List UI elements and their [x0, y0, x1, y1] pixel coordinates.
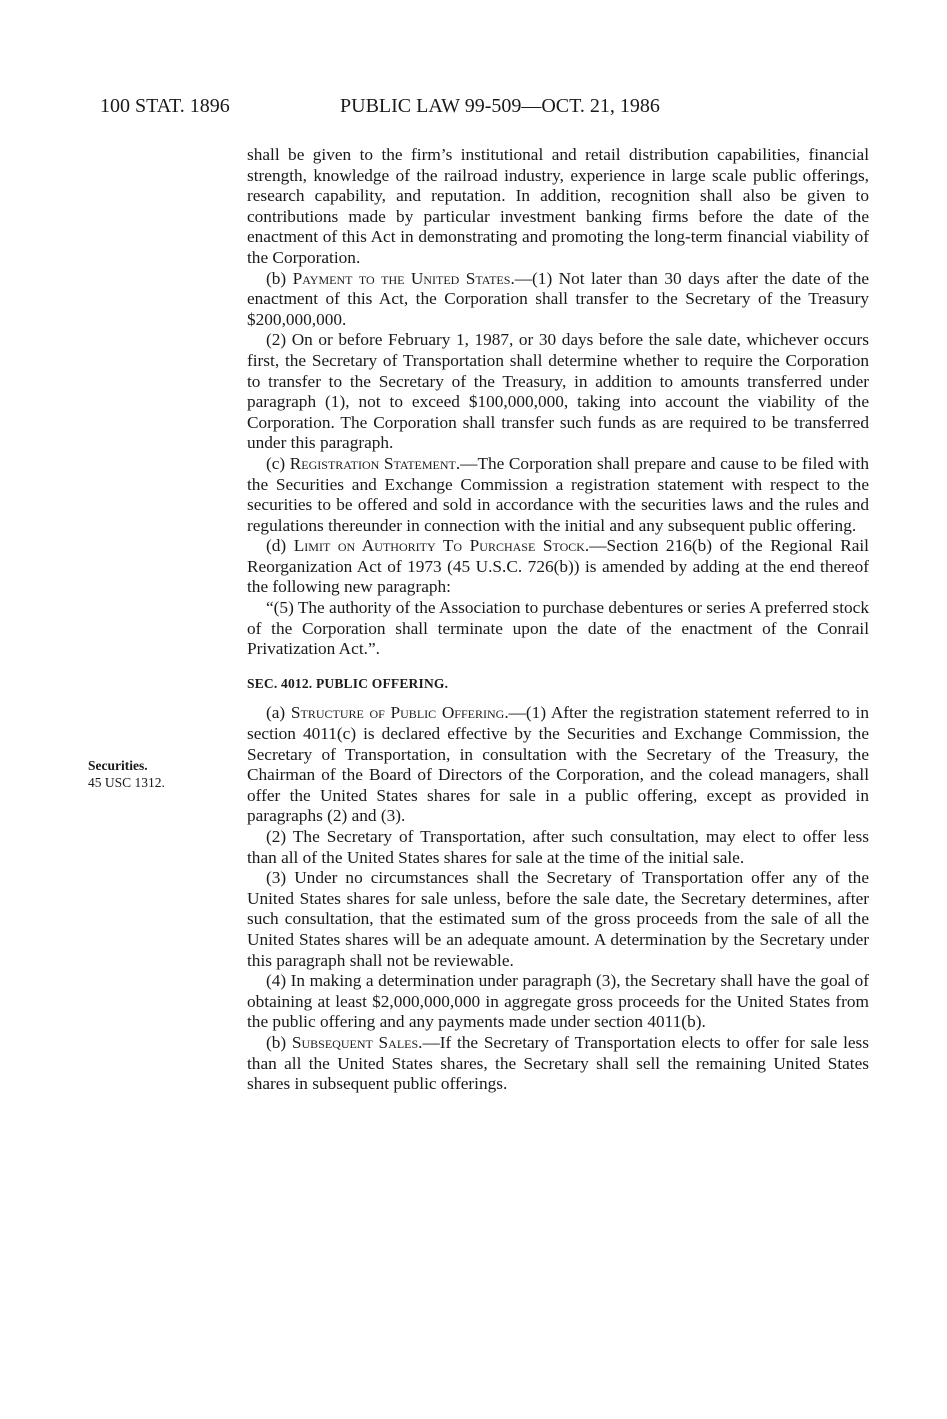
- stat-page-number: 100 STAT. 1896: [100, 95, 230, 117]
- subsection-text: .—Section 216(b) of the Regional Rail Reorganization Act of 1973 (45 U.S.C. 726(b)) is amended by adding at the end thereof the following new paragraph:: [247, 536, 869, 597]
- subsection-text: .—(1) After the registration statement referred to in section 4011(c) is declared effective by the Securities and Exchange Commission, the Secretary of Transportation, in consultation with the Secretary of the Treasury, the Chairman of the Board of Directors of the Corporation, and the colead managers, shall offer the United States shares for sale in a public offering, except as provided in paragraphs (2) and (3).: [247, 703, 869, 826]
- section-heading: SEC. 4012. PUBLIC OFFERING.: [247, 675, 449, 691]
- subsection-text: .—The Corporation shall prepare and cause to be filed with the Securities and Exchange Commission a registration statement with respect to the securities to be offered and sold in accordance with the securities laws and the rules and regulations thereunder in connection with the initial and any subsequent public offering.: [247, 453, 869, 535]
- margin-note: [88, 757, 238, 791]
- paragraph-continuation: shall be given to the firm’s institutional and retail distribution capabilities, financial strength, knowledge of the railroad industry, experience in large scale public offerings, research capability, and reputation. In addition, recognition shall also be given to contributions made by particular investment banking firms before the date of the enactment of this Act in demonstrating and promoting the long-term financial viability of the Corporation.: [247, 145, 869, 267]
- subsection-label: (b): [266, 268, 287, 288]
- paragraph-a4: (4) In making a determination under paragraph (3), the Secretary shall have the goal of obtaining at least $2,000,000,000 in aggregate gross proceeds for the United States from the public offering and any payments made under section 4011(b).: [247, 971, 869, 1032]
- subsection-b-subsequent-sales: [247, 1033, 869, 1095]
- subsection-c-registration: [247, 454, 869, 536]
- subsection-label: (c): [266, 453, 286, 473]
- paragraph-a2: (2) The Secretary of Transportation, after such consultation, may elect to offer less than all of the United States shares for sale at the time of the initial sale.: [247, 827, 869, 867]
- paragraph-b2: (2) On or before February 1, 1987, or 30 days before the sale date, whichever occurs first, the Secretary of Transportation shall determine whether to require the Corporation to transfer to the Secretary of the Treasury, in addition to amounts transferred under paragraph (1), not to exceed $100,000,000, taking into account the viability of the Corporation. The Corporation shall transfer such funds as are required to be transferred under this paragraph.: [247, 330, 869, 453]
- subsection-heading: Subsequent Sales: [291, 1032, 419, 1052]
- subsection-heading: Payment to the United States: [292, 268, 511, 288]
- subsection-text: .—(1) Not later than 30 days after the date of the enactment of this Act, the Corporation shall transfer to the Secretary of the Treasury $200,000,000.: [247, 268, 870, 329]
- page-header: [0, 95, 947, 125]
- subsection-d-limit: [247, 536, 869, 598]
- margin-note-citation: 45 USC 1312.: [88, 775, 165, 790]
- subsection-heading: Limit on Authority To Purchase Stock: [293, 536, 585, 556]
- subsection-heading: Structure of Public Offering: [290, 703, 505, 723]
- body-text: [247, 145, 869, 1095]
- subsection-label: (a): [266, 703, 286, 723]
- public-law-title: PUBLIC LAW 99-509—OCT. 21, 1986: [340, 95, 660, 117]
- paragraph-a3: (3) Under no circumstances shall the Secretary of Transportation offer any of the United States shares for sale unless, before the sale date, the Secretary determines, after such consultation, that the estimated sum of the gross proceeds from the sale of all the United States shares will be an adequate amount. A determination by the Secretary under this paragraph shall not be reviewable.: [247, 868, 869, 970]
- subsection-label: (d): [266, 536, 287, 556]
- margin-note-title: Securities.: [88, 758, 148, 773]
- subsection-b-payment: [247, 269, 869, 331]
- subsection-a-structure: [247, 703, 869, 827]
- subsection-label: (b): [266, 1032, 287, 1052]
- subsection-heading: Registration Statement: [289, 453, 456, 473]
- quoted-paragraph: “(5) The authority of the Association to purchase debentures or series A preferred stock of the Corporation shall terminate upon the date of the enactment of the Conrail Privatization Act.”.: [247, 598, 869, 659]
- subsection-text: .—If the Secretary of Transportation elects to offer for sale less than all the United States shares, the Secretary shall sell the remaining United States shares in subsequent public offerings.: [247, 1032, 869, 1094]
